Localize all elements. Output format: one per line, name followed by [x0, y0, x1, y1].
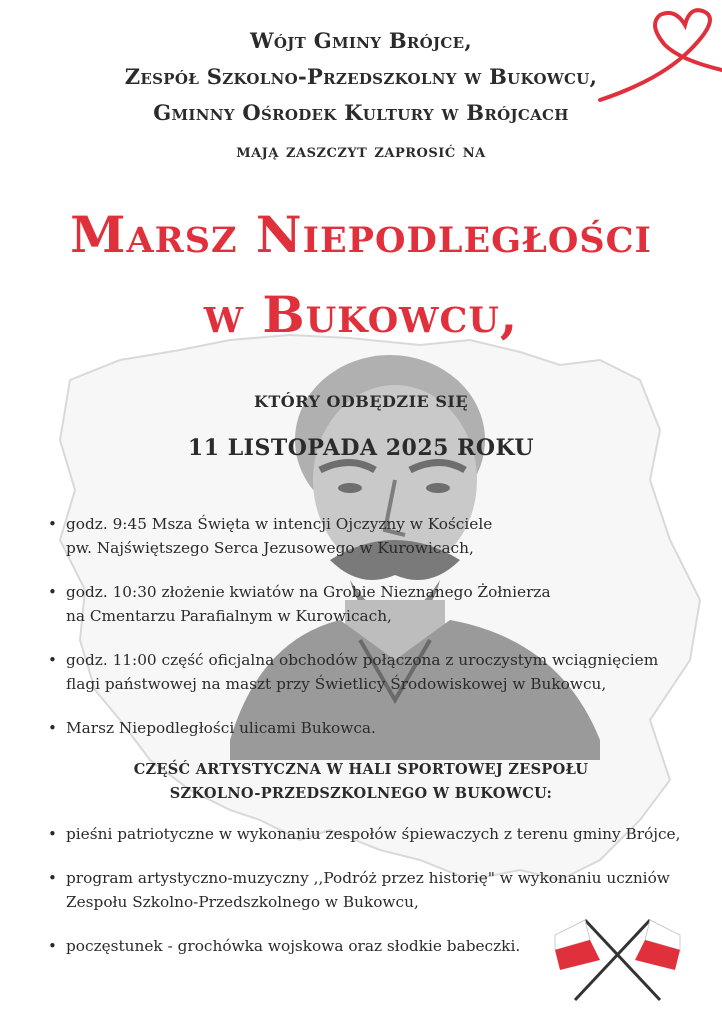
- program-item-line: pw. Najświętszego Serca Jezusowego w Kurowicach,: [66, 539, 474, 557]
- artistic-heading-line-2: SZKOLNO-PRZEDSZKOLNEGO W BUKOWCU:: [169, 785, 553, 802]
- program-item: [44, 648, 704, 696]
- artistic-item-line: Zespołu Szkolno-Przedszkolnego w Bukowcu,: [66, 893, 419, 911]
- program-item: [44, 580, 704, 628]
- organizer-line-1: Wójt Gminy Brójce,: [250, 28, 472, 53]
- organizer-line-3: Gminny Ośrodek Kultury w Brójcach: [153, 100, 569, 125]
- program-item: [44, 512, 704, 560]
- event-date: 11 LISTOPADA 2025 ROKU: [187, 435, 535, 461]
- artistic-list: [44, 822, 704, 958]
- subheading: KTÓRY ODBĘDZIE SIĘ: [253, 392, 469, 411]
- artistic-item: [44, 866, 704, 914]
- organizer-line-2: Zespół Szkolno-Przedszkolny w Bukowcu,: [124, 64, 598, 89]
- artistic-item: [44, 822, 704, 846]
- main-title-line-1: Marsz Niepodległości: [70, 205, 652, 264]
- program-list: [44, 512, 704, 740]
- artistic-item-line: • program artystyczno-muzyczny ,,Podróż przez historię" w wykonaniu uczniów: [66, 869, 670, 887]
- program-item-line: na Cmentarzu Parafialnym w Kurowicach,: [66, 607, 392, 625]
- artistic-item: [44, 934, 704, 958]
- artistic-item-line: • pieśni patriotyczne w wykonaniu zespołów śpiewaczych z terenu gminy Brójce,: [66, 825, 681, 843]
- program-item-line: • godz. 10:30 złożenie kwiatów na Grobie Nieznanego Żołnierza: [66, 583, 551, 601]
- program-item-line: • godz. 11:00 część oficjalna obchodów połączona z uroczystym wciągnięciem: [66, 651, 659, 669]
- program-item-line: • godz. 9:45 Msza Święta w intencji Ojczyzny w Kościele: [66, 515, 493, 533]
- program-item-line: flagi państwowej na maszt przy Świetlicy Środowiskowej w Bukowcu,: [66, 675, 607, 693]
- main-title-line-2: w Bukowcu,: [203, 285, 519, 344]
- artistic-item-line: • poczęstunek - grochówka wojskowa oraz słodkie babeczki.: [66, 937, 521, 955]
- program-item-line: • Marsz Niepodległości ulicami Bukowca.: [66, 719, 376, 737]
- invitation-line: mają zaszczyt zaprosić na: [236, 140, 486, 162]
- program-item: [44, 716, 704, 740]
- artistic-heading-line-1: CZĘŚĆ ARTYSTYCZNA W HALI SPORTOWEJ ZESPOŁU: [133, 761, 589, 778]
